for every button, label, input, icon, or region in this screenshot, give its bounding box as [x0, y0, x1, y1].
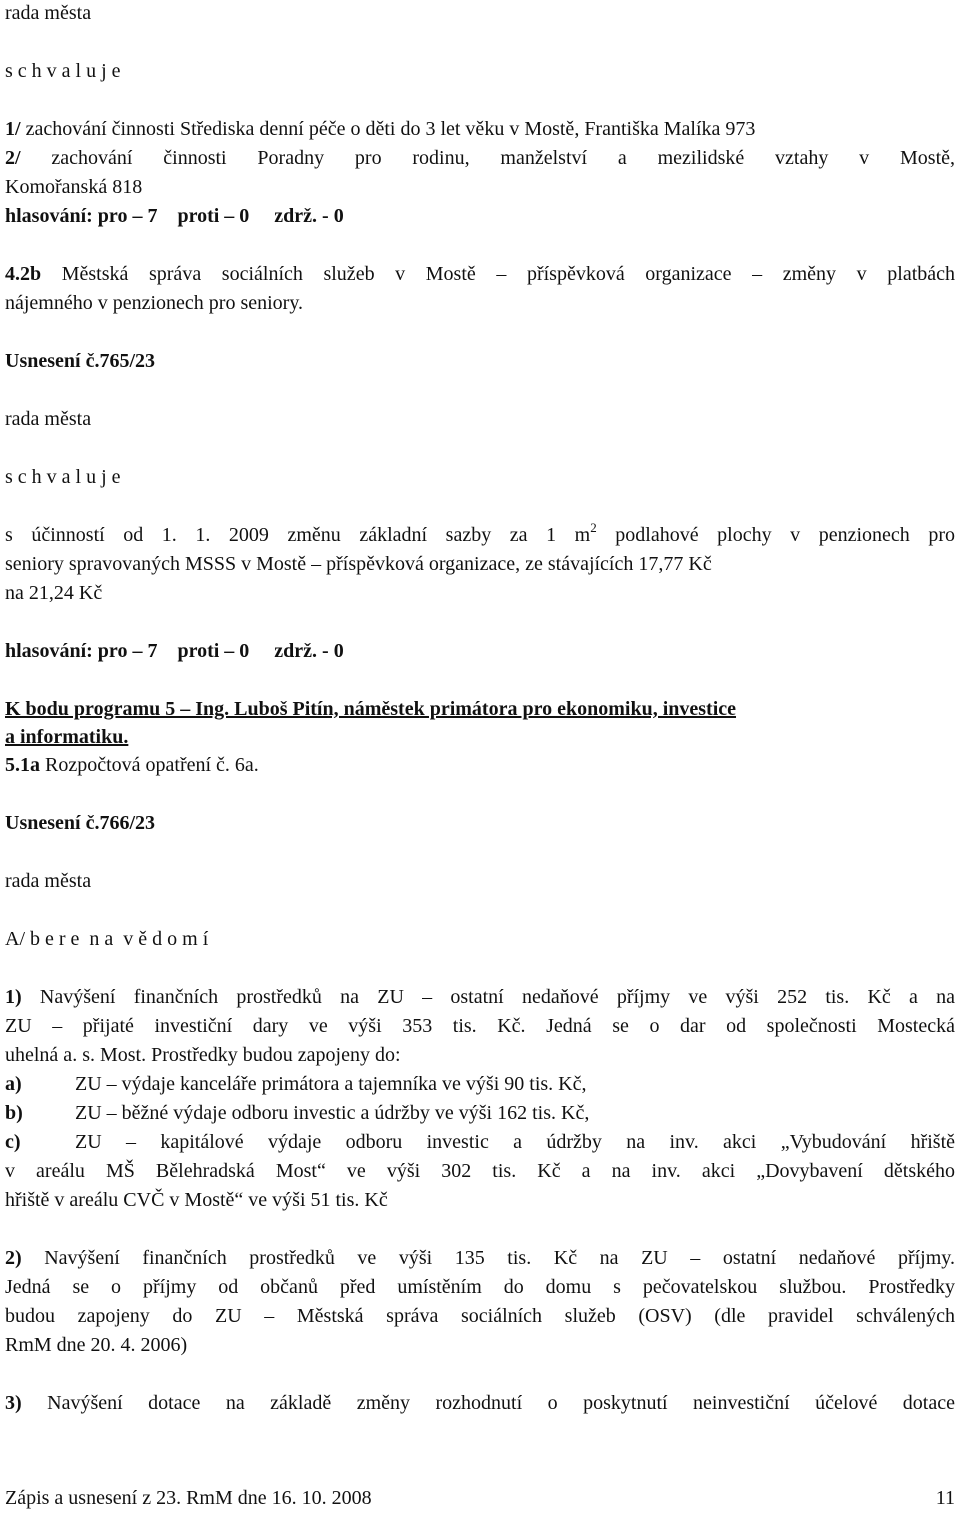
text-part: podlahové plochy v penzionech pro	[596, 524, 956, 546]
program-point-heading-cont: a informatiku.	[5, 726, 129, 748]
item-text: zachování činnosti Střediska denní péče o děti do 3 let věku v Mostě, Františka Malíka 973	[25, 118, 756, 140]
rada-mesta-label: rada města	[5, 870, 92, 892]
sub-point-letter: b)	[5, 1102, 23, 1124]
rada-mesta-label: rada města	[5, 408, 92, 430]
point-1-line	[5, 983, 955, 1012]
point-3-line	[5, 1389, 955, 1418]
page-footer	[5, 1484, 955, 1513]
superscript: 2	[590, 520, 597, 535]
point-number: 3)	[5, 1392, 22, 1414]
resolution-item-2-cont: Komořanská 818	[5, 176, 143, 198]
point-number: 2)	[5, 1247, 22, 1269]
resolution-item-1	[5, 115, 755, 144]
sub-point-letter: a)	[5, 1073, 22, 1095]
item-number: 4.2b	[5, 263, 42, 285]
sub-point-text: ZU – kapitálové výdaje odboru investic a údržby na inv. akci „Vybudování hřiště	[75, 1131, 955, 1153]
page-number: 11	[935, 1487, 955, 1509]
point-2-line: Jedná se o příjmy od občanů před umístěním do domu s pečovatelskou službou. Prostředky	[5, 1276, 955, 1298]
bere-na-vedomi-label: A/ b e r e n a v ě d o m í	[5, 928, 209, 950]
resolution-text-line: seniory spravovaných MSSS v Mostě – příspěvková organizace, ze stávajících 17,77 Kč	[5, 553, 712, 575]
sub-point-c	[5, 1128, 955, 1157]
sub-point-letter: c)	[5, 1131, 21, 1153]
point-1-line: uhelná a. s. Most. Prostředky budou zapojeny do:	[5, 1044, 401, 1066]
point-2-line	[5, 1244, 955, 1273]
sub-point-a	[5, 1070, 586, 1099]
agenda-item-4-2b	[5, 260, 955, 289]
point-text: Navýšení dotace na základě změny rozhodnutí o poskytnutí neinvestiční účelové dotace	[47, 1392, 955, 1414]
point-text: Navýšení finančních prostředků ve výši 135 tis. Kč na ZU – ostatní nedaňové příjmy.	[44, 1247, 955, 1269]
agenda-item-title-cont: nájemného v penzionech pro seniory.	[5, 292, 304, 314]
resolution-number: Usnesení č.765/23	[5, 350, 155, 372]
sub-point-text: ZU – výdaje kanceláře primátora a tajemníka ve výši 90 tis. Kč,	[75, 1073, 587, 1095]
point-2-line: RmM dne 20. 4. 2006)	[5, 1334, 188, 1356]
resolution-item-2	[5, 144, 955, 173]
item-number: 2/	[5, 147, 21, 169]
sub-point-c-line: hřiště v areálu CVČ v Mostě“ ve výši 51 tis. Kč	[5, 1189, 388, 1211]
item-text: zachování činnosti Poradny pro rodinu, manželství a mezilidské vztahy v Mostě,	[51, 147, 956, 169]
schvaluje-label: s c h v a l u j e	[5, 466, 121, 488]
item-number: 5.1a	[5, 754, 40, 776]
resolution-text-line	[5, 521, 955, 550]
rada-mesta-label: rada města	[5, 2, 92, 24]
point-2-line: budou zapojeny do ZU – Městská správa sociálních služeb (OSV) (dle pravidel schválených	[5, 1305, 955, 1327]
sub-point-b	[5, 1099, 589, 1128]
schvaluje-label: s c h v a l u j e	[5, 60, 121, 82]
point-number: 1)	[5, 986, 22, 1008]
item-number: 1/	[5, 118, 21, 140]
point-text: Navýšení finančních prostředků na ZU – ostatní nedaňové příjmy ve výši 252 tis. Kč a na	[39, 986, 956, 1008]
text-part: s účinností od 1. 1. 2009 změnu základní sazby za 1 m	[5, 524, 591, 546]
resolution-text-line: na 21,24 Kč	[5, 582, 103, 604]
vote-result: hlasování: pro – 7 proti – 0 zdrž. - 0	[5, 640, 344, 662]
sub-point-c-line: v areálu MŠ Bělehradská Most“ ve výši 302 tis. Kč a na inv. akci „Dovybavení dětského	[5, 1160, 955, 1182]
sub-point-text: ZU – běžné výdaje odboru investic a údržby ve výši 162 tis. Kč,	[75, 1102, 590, 1124]
point-1-line: ZU – přijaté investiční dary ve výši 353 tis. Kč. Jedná se o dar od společnosti Mostecká	[5, 1015, 955, 1037]
item-title: Městská správa sociálních služeb v Mostě – příspěvková organizace – změny v platbách	[61, 263, 956, 285]
item-title: Rozpočtová opatření č. 6a.	[40, 754, 259, 776]
agenda-item-5-1a	[5, 751, 259, 780]
program-point-heading: K bodu programu 5 – Ing. Luboš Pitín, náměstek primátora pro ekonomiku, investice	[5, 698, 737, 720]
resolution-number: Usnesení č.766/23	[5, 812, 155, 834]
vote-result: hlasování: pro – 7 proti – 0 zdrž. - 0	[5, 205, 344, 227]
footer-title: Zápis a usnesení z 23. RmM dne 16. 10. 2008	[5, 1487, 372, 1509]
